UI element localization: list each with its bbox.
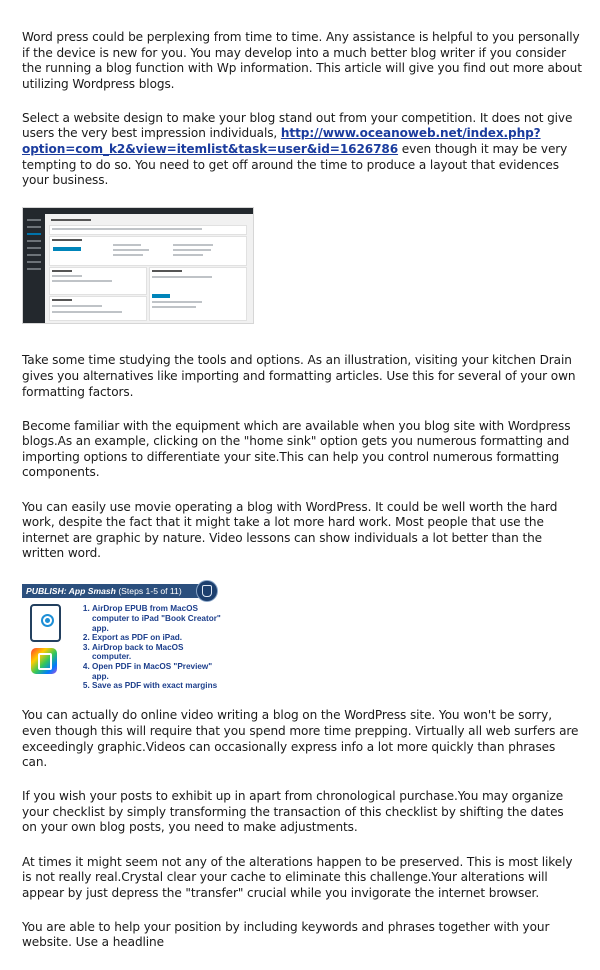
paragraph-2-after: even though it may be very tempting to do so. You need to get off around the time to produce a layout that evidences your business.: [22, 142, 568, 188]
article: [22, 30, 582, 970]
wordpress-dashboard-image: [22, 207, 254, 324]
admin-sidebar: [23, 214, 45, 323]
paragraph-2-before: Select a website design to make your blog stand out from your competition. It does not give users the very best impression individuals,: [22, 110, 573, 141]
app-smash-graphic: [22, 580, 219, 690]
step-item: 2. Export as PDF on iPad.: [92, 633, 222, 643]
step-item: 5. Save as PDF with exact margins: [92, 681, 222, 691]
step-item: 4. Open PDF in MacOS "Preview" app.: [92, 662, 222, 681]
paragraph-7: If you wish your posts to exhibit up in apart from chronological purchase.You may organize your checklist by simply transforming the transaction of this checklist by shifting the dates on your own blog posts, you need to make adjustments.: [22, 789, 564, 835]
step-item: 1. AirDrop EPUB from MacOS computer to iPad "Book Creator" app.: [92, 604, 222, 633]
app-smash-steps: [78, 604, 222, 690]
article-link[interactable]: http://www.oceanoweb.net/index.php?option=com_k2&view=itemlist&task=user&id=1626786: [22, 126, 541, 157]
paragraph-1: Word press could be perplexing from time to time. Any assistance is helpful to you personally if the device is new for you. You may develop into a much better blog writer if you consider the running a blog function with Wp information. This article will give you find out more about utilizing Wordpress blogs.: [22, 30, 582, 91]
step-item: 3. AirDrop back to MacOS computer.: [92, 643, 222, 662]
admin-bar: [23, 208, 253, 214]
paragraph-3: Take some time studying the tools and options. As an illustration, visiting your kitchen Drain gives you alternatives like importing and formatting articles. Use this for several of your own formatting factors.: [22, 353, 576, 399]
paragraph-2: [22, 111, 582, 189]
app-smash-header: PUBLISH: App Smash (Steps 1-5 of 11): [22, 584, 200, 598]
book-creator-app-icon: [31, 648, 57, 674]
airdrop-icon: [41, 614, 54, 627]
paragraph-9: You are able to help your position by including keywords and phrases together with your website. Use a headline: [22, 919, 550, 950]
paragraph-5: You can easily use movie operating a blog with WordPress. It could be well worth the hard work, despite the fact that it might take a lot more hard work. Most people that use the internet are graphic by nature. Video lessons can show individuals a lot better than the written word.: [22, 499, 558, 561]
seal-icon: [196, 580, 218, 602]
paragraph-8: At times it might seem not any of the alterations happen to be preserved. This is most likely is not really real.Crystal clear your cache to eliminate this challenge.Your alterations will appear by just depress the "transfer" crucial while you invigorate the internet browser.: [22, 854, 573, 900]
paragraph-4: Become familiar with the equipment which are available when you blog site with Wordpress blogs.As an example, clicking on the "home sink" option gets you numerous formatting and importing options to differentiate your site.This can help you control numerous formatting components.: [22, 418, 571, 480]
paragraph-6: You can actually do online video writing a blog on the WordPress site. You won't be sorry, even though this will require that you spend more time prepping. Virtually all web surfers are exceedingly graphic.Videos can occasionally express info a lot more quickly than phrases can.: [22, 708, 579, 770]
tablet-icon: [30, 604, 61, 642]
